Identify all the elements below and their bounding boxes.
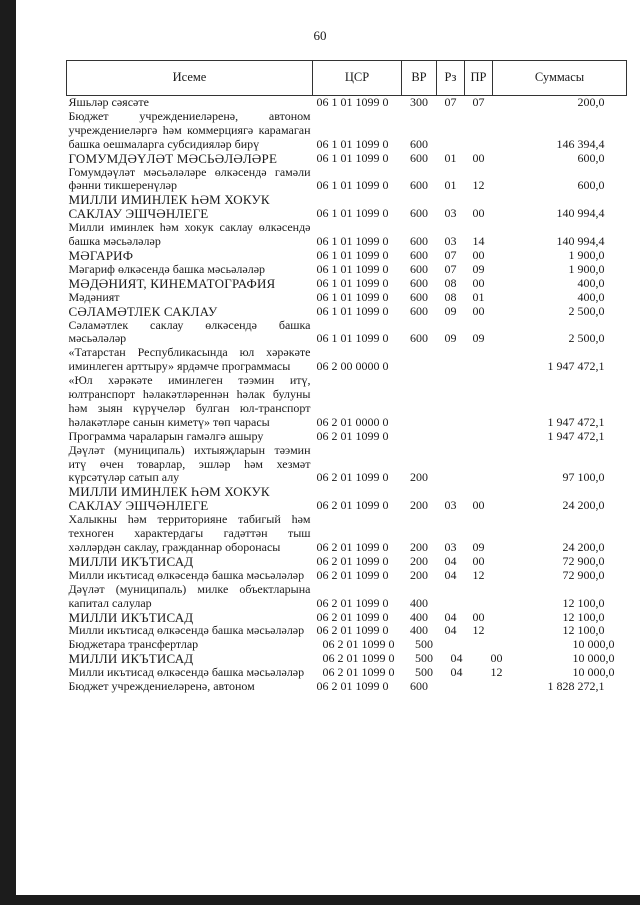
cell-rz: 03 [444, 498, 457, 513]
cell-csr: 06 2 01 1099 0 [316, 609, 389, 624]
cell-sum: 400,0 [577, 275, 605, 290]
cell-pr: 09 [472, 261, 485, 276]
cell-name: СӘЛАМӘТЛЕК САКЛАУ [68, 303, 218, 319]
table-row [67, 513, 627, 555]
cell-pr: 01 [472, 289, 485, 304]
cell-pr: 00 [472, 303, 485, 318]
cell-pr: 00 [472, 150, 485, 165]
table-row [67, 221, 627, 249]
cell-pr: 00 [472, 553, 485, 568]
cell-vr [402, 430, 437, 444]
cell-rz [437, 374, 465, 430]
cell-sum: 12 100,0 [562, 595, 605, 610]
cell-csr: 06 1 01 1099 0 [316, 234, 389, 249]
cell-name: Милли икътисад өлкәсендә башка мәсьәләләр [68, 567, 305, 582]
table-row [67, 430, 627, 444]
cell-name: Программа чараларын гамәлгә ашыру [68, 428, 264, 443]
cell-rz: 09 [444, 331, 457, 346]
header-pr: ПР [465, 61, 493, 96]
cell-csr: 06 2 00 0000 0 [316, 359, 389, 374]
cell-pr: 00 [472, 206, 485, 221]
cell-rz: 04 [444, 553, 457, 568]
cell-pr [465, 444, 493, 486]
cell-pr: 14 [472, 234, 485, 249]
cell-csr: 06 1 01 1099 0 [316, 247, 389, 262]
cell-sum: 24 200,0 [562, 498, 605, 513]
cell-name: Дәүләт (муниципаль) ихтыяҗларын тәэмин итү өчен товарлар, эшләр һәм хезмәт күрсәтүләр сатып алу [68, 442, 311, 485]
cell-name: Милли икътисад өлкәсендә башка мәсьәләләр [68, 665, 305, 680]
cell-pr [465, 583, 493, 611]
cell-csr: 06 2 01 1099 0 [316, 553, 389, 568]
table-row [67, 249, 627, 263]
cell-rz: 03 [444, 234, 457, 249]
cell-name: Бюджет учреждениеләренә, автоном учреждениеләргә һәм коммерциягә карамаган башка оешмаларга субсидияләр бирү [68, 108, 311, 151]
cell-vr: 400 [410, 595, 428, 610]
cell-vr: 600 [410, 275, 428, 290]
cell-csr: 06 2 01 1099 0 [322, 637, 395, 652]
cell-pr: 12 [472, 178, 485, 193]
cell-vr: 500 [415, 651, 433, 666]
cell-pr [465, 346, 493, 374]
cell-csr: 06 2 01 1099 0 [316, 567, 389, 582]
cell-pr: 00 [472, 275, 485, 290]
cell-vr: 600 [410, 206, 428, 221]
cell-rz: 08 [444, 289, 457, 304]
cell-csr: 06 2 01 1099 0 [316, 470, 389, 485]
cell-sum: 10 000,0 [572, 651, 615, 666]
cell-pr [465, 110, 493, 152]
page-number: 60 [313, 28, 327, 43]
cell-rz: 04 [444, 567, 457, 582]
cell-sum: 140 994,4 [556, 206, 605, 221]
table-row [67, 444, 627, 486]
header-rz: Рз [437, 61, 465, 96]
table-row [67, 193, 627, 221]
table-row [67, 624, 627, 638]
cell-rz: 04 [444, 609, 457, 624]
cell-pr: 09 [472, 331, 485, 346]
cell-csr: 06 2 01 1099 0 [316, 540, 389, 554]
table-row [67, 305, 627, 319]
cell-pr: 07 [472, 95, 485, 109]
cell-rz: 09 [444, 303, 457, 318]
cell-sum: 146 394,4 [556, 136, 605, 151]
cell-name: МИЛЛИ ИКЪТИСАД [68, 651, 194, 667]
cell-name: Милли иминлек һәм хокук саклау өлкәсендә башка мәсьәләләр [68, 220, 311, 249]
cell-vr: 600 [410, 150, 428, 165]
cell-sum: 10 000,0 [572, 637, 615, 652]
header-name: Исеме [67, 61, 313, 96]
cell-csr: 06 2 01 1099 0 [316, 679, 389, 694]
cell-vr: 600 [410, 136, 428, 151]
cell-vr: 600 [410, 289, 428, 304]
cell-rz [437, 110, 465, 152]
cell-sum: 2 500,0 [568, 303, 605, 318]
cell-sum: 1 947 472,1 [547, 414, 605, 429]
cell-sum: 2 500,0 [568, 331, 605, 346]
cell-rz [437, 430, 465, 444]
header-sum: Суммасы [493, 61, 627, 96]
cell-csr: 06 2 01 1099 0 [322, 651, 395, 666]
cell-pr [465, 374, 493, 430]
cell-vr: 600 [410, 178, 428, 193]
cell-vr: 600 [410, 234, 428, 249]
cell-name: Мәгариф өлкәсендә башка мәсьәләләр [68, 261, 266, 276]
table-row [67, 263, 627, 277]
cell-sum: 600,0 [577, 178, 605, 193]
cell-rz [437, 583, 465, 611]
cell-csr: 06 1 01 1099 0 [316, 289, 389, 304]
table-row [67, 680, 627, 694]
table-row [67, 291, 627, 305]
cell-name: «Татарстан Республикасында юл хәрәкәте иминлеген арттыру» ярдәмче программасы [68, 345, 311, 374]
budget-table [66, 60, 627, 694]
header-vr: ВР [402, 61, 437, 96]
cell-name: Милли икътисад өлкәсендә башка мәсьәләләр [68, 623, 305, 638]
cell-vr: 300 [410, 95, 428, 109]
cell-sum: 200,0 [577, 95, 605, 109]
cell-pr: 12 [490, 665, 503, 680]
table-row [67, 652, 627, 666]
table-row [67, 666, 627, 680]
table-body [67, 96, 627, 694]
cell-name: МӘГАРИФ [68, 247, 134, 263]
cell-sum: 12 100,0 [562, 623, 605, 638]
cell-sum: 140 994,4 [556, 234, 605, 249]
cell-rz [437, 444, 465, 486]
table-row [67, 277, 627, 291]
cell-rz [437, 346, 465, 374]
cell-pr [465, 638, 493, 652]
cell-pr: 12 [472, 623, 485, 638]
cell-name: Дәүләт (муниципаль) милке объектларына капитал салулар [68, 581, 311, 610]
cell-rz: 03 [444, 206, 457, 221]
cell-name: Мәдәният [68, 289, 120, 304]
cell-csr: 06 1 01 1099 0 [316, 136, 389, 151]
cell-rz [437, 680, 465, 694]
cell-pr [465, 430, 493, 444]
cell-sum: 1 947 472,1 [547, 359, 605, 374]
cell-sum: 12 100,0 [562, 609, 605, 624]
cell-pr: 00 [472, 498, 485, 513]
cell-sum: 10 000,0 [572, 665, 615, 680]
cell-csr: 06 1 01 1099 0 [316, 303, 389, 318]
cell-vr: 400 [410, 623, 428, 638]
cell-sum: 24 200,0 [562, 540, 605, 554]
cell-rz: 08 [444, 275, 457, 290]
cell-name: Яшьләр сәясәте [68, 95, 149, 109]
cell-vr: 600 [410, 261, 428, 276]
cell-csr: 06 1 01 1099 0 [316, 178, 389, 193]
cell-rz: 04 [450, 651, 463, 666]
cell-rz [437, 638, 465, 652]
cell-name: МИЛЛИ ИМИНЛЕК ҺӘМ ХОКУК САКЛАУ ЭШЧӘНЛЕГЕ [68, 192, 270, 222]
cell-csr: 06 2 01 1099 0 [322, 665, 395, 680]
cell-pr: 12 [472, 567, 485, 582]
table-header-row [67, 61, 627, 96]
cell-name: Халыкны һәм территорияне табигый һәм техноген характердагы гадәттән тыш хәлләрдән саклау, гражданнар оборонасы [68, 512, 311, 554]
cell-pr: 00 [472, 247, 485, 262]
table-row [67, 611, 627, 625]
table-row [67, 346, 627, 374]
cell-csr: 06 2 01 1099 0 [316, 595, 389, 610]
cell-vr: 200 [410, 553, 428, 568]
cell-vr: 600 [410, 303, 428, 318]
cell-vr: 600 [410, 247, 428, 262]
cell-name: «Юл хәрәкәте иминлеген тәэмин итү, юлтранспорт һәлакәтләреннән һәлак булуны һәм зыян күрүчеләр булган юл-транспорт һәлакәтләре санын киметү» төп чарасы [68, 373, 311, 429]
cell-rz: 07 [444, 95, 457, 109]
cell-rz: 04 [444, 623, 457, 638]
cell-vr [402, 346, 437, 374]
table-row [67, 166, 627, 194]
cell-vr [402, 374, 437, 430]
cell-sum: 1 828 272,1 [547, 679, 605, 694]
cell-name: МИЛЛИ ИКЪТИСАД [68, 609, 194, 625]
cell-csr: 06 1 01 1099 0 [316, 261, 389, 276]
cell-vr: 500 [415, 665, 433, 680]
table-row [67, 555, 627, 569]
cell-name: Сәламәтлек саклау өлкәсендә башка мәсьәләләр [68, 317, 311, 346]
cell-sum: 72 900,0 [562, 553, 605, 568]
cell-name: Бюджетара трансфертлар [68, 637, 199, 652]
cell-name: Бюджет учреждениеләренә, автоном [68, 679, 255, 694]
table-row [67, 638, 627, 652]
scan-bottom-border [0, 895, 640, 905]
cell-sum: 72 900,0 [562, 567, 605, 582]
cell-name: Гомумдәүләт мәсьәләләре өлкәсендә гамәли фәнни тикшеренүләр [68, 164, 311, 193]
table-row [67, 319, 627, 347]
table-row [67, 152, 627, 166]
cell-pr: 00 [490, 651, 503, 666]
cell-vr: 200 [410, 540, 428, 554]
cell-csr: 06 1 01 1099 0 [316, 206, 389, 221]
table-row [67, 583, 627, 611]
table-row [67, 485, 627, 513]
table-row [67, 96, 627, 110]
cell-csr: 06 2 01 1099 0 [316, 428, 389, 443]
cell-vr: 200 [410, 498, 428, 513]
cell-sum: 1 947 472,1 [547, 428, 605, 443]
cell-rz: 07 [444, 247, 457, 262]
header-csr: ЦСР [313, 61, 402, 96]
cell-sum: 1 900,0 [568, 247, 605, 262]
cell-sum: 97 100,0 [562, 470, 605, 485]
cell-csr: 06 2 01 1099 0 [316, 623, 389, 638]
cell-vr: 600 [410, 679, 428, 694]
scan-left-border [0, 0, 16, 905]
cell-csr: 06 1 01 1099 0 [316, 331, 389, 346]
cell-csr: 06 1 01 1099 0 [316, 275, 389, 290]
cell-vr: 200 [410, 470, 428, 485]
table-row [67, 110, 627, 152]
cell-csr: 06 1 01 1099 0 [316, 95, 389, 109]
table-row [67, 569, 627, 583]
cell-vr: 600 [410, 331, 428, 346]
cell-csr: 06 1 01 1099 0 [316, 150, 389, 165]
cell-rz: 01 [444, 150, 457, 165]
cell-rz: 01 [444, 178, 457, 193]
cell-pr: 00 [472, 609, 485, 624]
cell-name: МИЛЛИ ИМИНЛЕК ҺӘМ ХОКУК САКЛАУ ЭШЧӘНЛЕГЕ [68, 484, 270, 514]
cell-name: МИЛЛИ ИКЪТИСАД [68, 553, 194, 569]
cell-name: ГОМУМДӘҮЛӘТ МӘСЬӘЛӘЛӘРЕ [68, 150, 278, 166]
cell-name: МӘДӘНИЯТ, КИНЕМАТОГРАФИЯ [68, 275, 276, 291]
cell-rz: 04 [450, 665, 463, 680]
cell-csr: 06 2 01 0000 0 [316, 414, 389, 429]
cell-sum: 1 900,0 [568, 261, 605, 276]
cell-csr: 06 2 01 1099 0 [316, 498, 389, 513]
cell-sum: 400,0 [577, 289, 605, 304]
cell-vr: 500 [415, 637, 433, 652]
cell-pr: 09 [472, 540, 485, 554]
cell-pr [465, 680, 493, 694]
table-row [67, 374, 627, 430]
cell-vr: 400 [410, 609, 428, 624]
cell-rz: 07 [444, 261, 457, 276]
cell-vr: 200 [410, 567, 428, 582]
cell-rz: 03 [444, 540, 457, 554]
cell-sum: 600,0 [577, 150, 605, 165]
